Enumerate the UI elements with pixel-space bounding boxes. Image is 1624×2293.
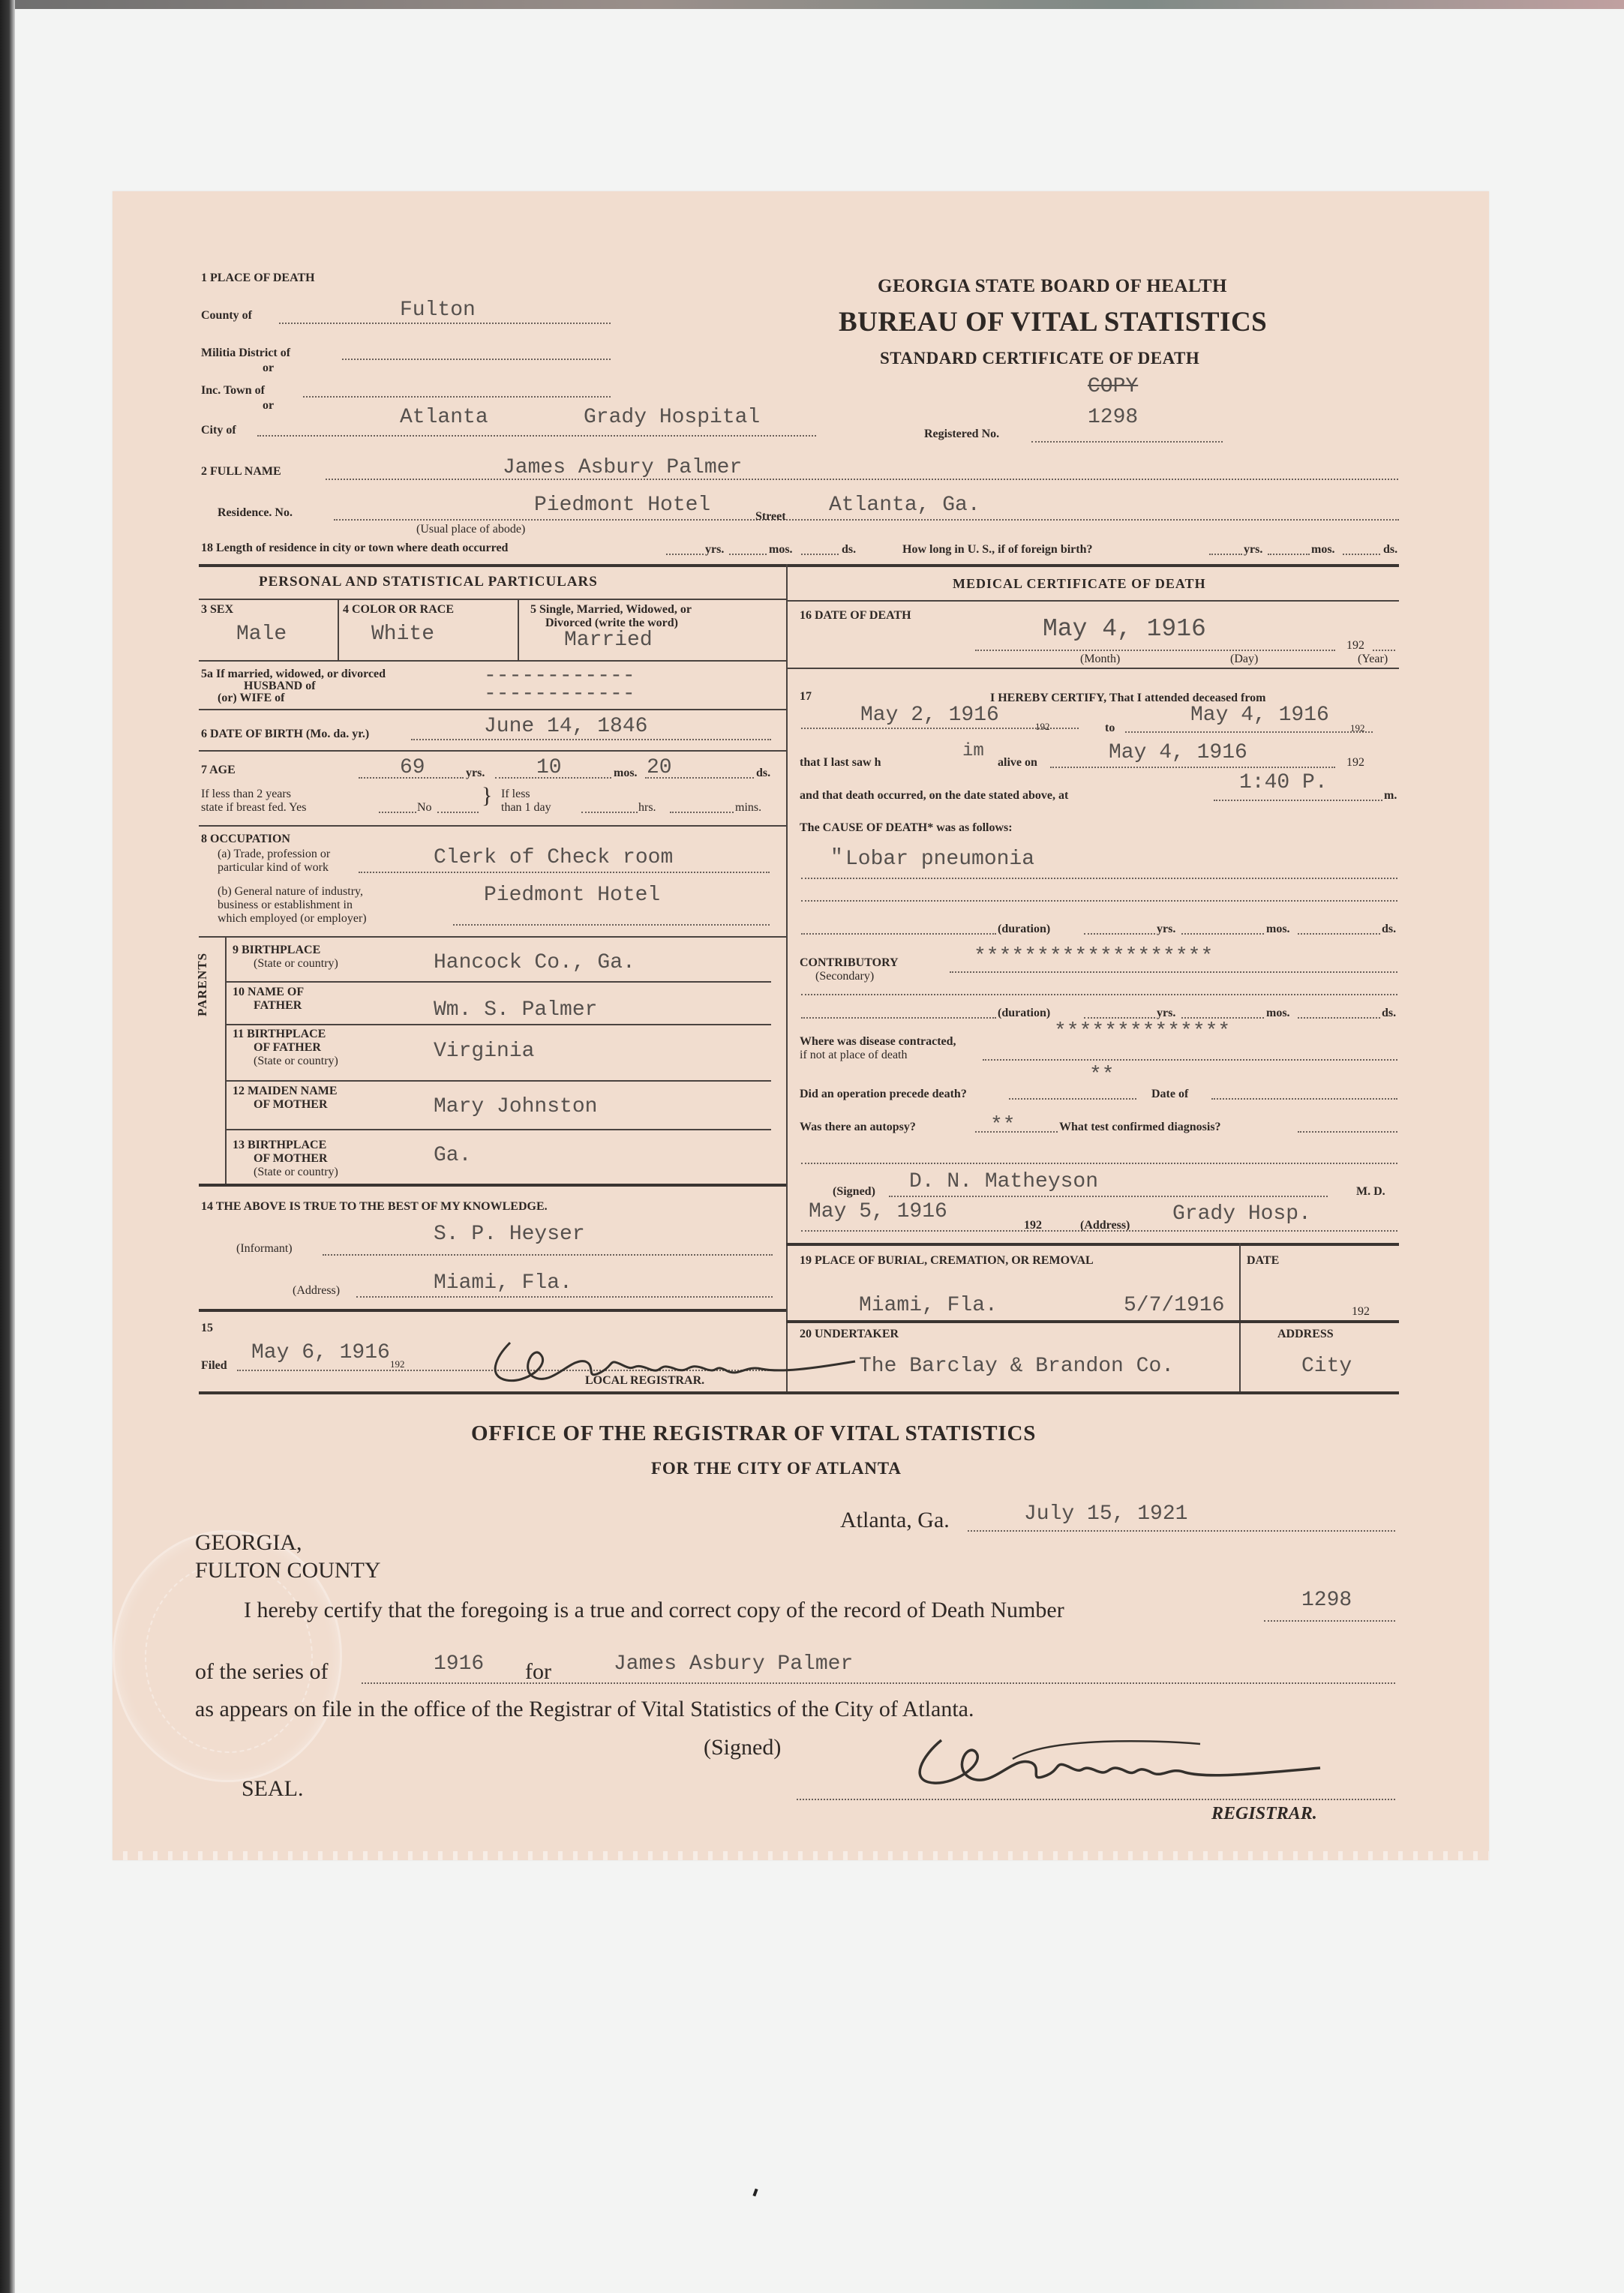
mother-birthplace-label: 13 BIRTHPLACE <box>233 1139 327 1151</box>
signed-date: May 5, 1916 <box>809 1200 947 1223</box>
spouse-label-3: (or) WIFE of <box>218 692 285 704</box>
city-value: Atlanta <box>400 406 488 429</box>
spouse-value-1: ------------ <box>484 665 635 688</box>
county-value: Fulton <box>400 299 476 322</box>
foreign-birth-label: How long in U. S., if of foreign birth? <box>902 543 1093 556</box>
color-value: White <box>371 623 435 646</box>
age-label: 7 AGE <box>201 764 236 776</box>
certify-statement: I HEREBY CERTIFY, That I attended deceased from <box>990 692 1266 704</box>
copy-stamp: COPY <box>1088 375 1139 398</box>
registrar-signature <box>900 1729 1365 1800</box>
bureau-title: BUREAU OF VITAL STATISTICS <box>839 307 1268 338</box>
county-label: County of <box>201 309 253 322</box>
personal-heading: PERSONAL AND STATISTICAL PARTICULARS <box>259 574 598 590</box>
time-of-death: 1:40 P. <box>1239 771 1328 794</box>
board-title: GEORGIA STATE BOARD OF HEALTH <box>878 276 1227 296</box>
contributory-value: ******************* <box>974 945 1214 968</box>
seal-label: SEAL. <box>242 1776 304 1801</box>
where-contracted-label: Where was disease contracted, <box>800 1035 956 1048</box>
spouse-value-2: ------------ <box>484 683 635 706</box>
true-statement: 14 THE ABOVE IS TRUE TO THE BEST OF MY KNOWLEDGE. <box>201 1200 548 1213</box>
burial-place-value: Miami, Fla. <box>859 1294 998 1317</box>
physician-value: D. N. Matheyson <box>909 1170 1099 1193</box>
age-months: 10 <box>536 756 562 779</box>
filed-label: Filed <box>201 1359 227 1372</box>
marital-label-2: Divorced (write the word) <box>545 617 678 629</box>
father-name-value: Wm. S. Palmer <box>434 998 598 1022</box>
county-heading: FULTON COUNTY <box>195 1558 381 1583</box>
color-label: 4 COLOR OR RACE <box>343 603 455 616</box>
spouse-label-1: 5a If married, widowed, or divorced <box>201 668 386 680</box>
undertaker-address-label: ADDRESS <box>1277 1328 1334 1340</box>
marital-label-1: 5 Single, Married, Widowed, or <box>530 603 692 616</box>
burial-date-value: 5/7/1916 <box>1124 1294 1225 1317</box>
signed-label: (Signed) <box>833 1185 875 1198</box>
town-label: Inc. Town of <box>201 384 265 397</box>
abode-note: (Usual place of abode) <box>416 523 526 536</box>
dod-label: 16 DATE OF DEATH <box>800 609 911 622</box>
full-name-value: James Asbury Palmer <box>503 456 743 479</box>
institution-value: Grady Hospital <box>584 406 761 429</box>
physician-address: Grady Hosp. <box>1172 1202 1311 1226</box>
age-years: 69 <box>400 756 425 779</box>
spouse-label-2: HUSBAND of <box>244 680 316 692</box>
operation-value: ** <box>1089 1064 1115 1087</box>
dob-value: June 14, 1846 <box>484 715 648 738</box>
contributory-label: CONTRIBUTORY <box>800 956 899 969</box>
scan-border-top <box>0 0 1624 9</box>
informant-value: S. P. Heyser <box>434 1223 585 1246</box>
registered-number: 1298 <box>1088 406 1139 429</box>
for-label: for <box>525 1659 551 1684</box>
signed-text: (Signed) <box>704 1735 782 1760</box>
residence-no: Piedmont Hotel <box>534 494 711 517</box>
where-contracted-value: ************** <box>1054 1020 1231 1043</box>
sex-label: 3 SEX <box>201 603 234 616</box>
autopsy-value: ** <box>990 1114 1016 1137</box>
certification-date: July 15, 1921 <box>1024 1502 1188 1526</box>
death-number: 1298 <box>1301 1589 1352 1612</box>
industry-value: Piedmont Hotel <box>484 884 661 907</box>
burial-date-label: DATE <box>1247 1254 1280 1267</box>
series-value: 1916 <box>434 1652 485 1676</box>
autopsy-label: Was there an autopsy? <box>800 1121 916 1133</box>
last-seen-alive: May 4, 1916 <box>1109 741 1247 764</box>
registrar-office-heading: OFFICE OF THE REGISTRAR OF VITAL STATISTICS <box>471 1421 1037 1445</box>
father-name-label: 10 NAME OF <box>233 986 305 998</box>
registered-label: Registered No. <box>924 428 1000 440</box>
undertaker-address-value: City <box>1301 1355 1352 1378</box>
burial-label: 19 PLACE OF BURIAL, CREMATION, OR REMOVAL <box>800 1254 1094 1267</box>
informant-address-value: Miami, Fla. <box>434 1271 572 1295</box>
paper-torn-edge <box>113 1851 1489 1860</box>
parents-label: PARENTS <box>195 952 209 1016</box>
father-birthplace-label: 11 BIRTHPLACE <box>233 1028 326 1040</box>
militia-label: Militia District of <box>201 347 291 359</box>
occupation-value: Clerk of Check room <box>434 846 674 869</box>
medical-heading: MEDICAL CERTIFICATE OF DEATH <box>953 576 1206 591</box>
length-of-residence-label: 18 Length of residence in city or town where death occurred <box>201 542 509 554</box>
undertaker-label: 20 UNDERTAKER <box>800 1328 899 1340</box>
appears-text: as appears on file in the office of the Registrar of Vital Statistics of the City of Atlanta. <box>195 1697 974 1721</box>
local-registrar-label: LOCAL REGISTRAR. <box>585 1374 705 1387</box>
certify-text: I hereby certify that the foregoing is a true and correct copy of the record of Death Number <box>244 1598 1064 1622</box>
occupation-label: 8 OCCUPATION <box>201 833 290 845</box>
birthplace-value: Hancock Co., Ga. <box>434 951 635 974</box>
informant-label: (Informant) <box>236 1242 293 1255</box>
sex-value: Male <box>236 623 287 646</box>
dob-label: 6 DATE OF BIRTH (Mo. da. yr.) <box>201 728 370 740</box>
operation-label: Did an operation precede death? <box>800 1088 967 1100</box>
city-label: City of <box>201 424 236 437</box>
series-label: of the series of <box>195 1659 329 1684</box>
age-days: 20 <box>647 756 672 779</box>
cause-value: Lobar pneumonia <box>845 848 1035 871</box>
mother-birthplace-value: Ga. <box>434 1144 472 1167</box>
cause-label: The CAUSE OF DEATH* was as follows: <box>800 821 1013 834</box>
certification-place: Atlanta, Ga. <box>840 1508 950 1532</box>
residence-label: Residence. No. <box>218 506 293 519</box>
attended-from: May 2, 1916 <box>860 704 999 727</box>
certificate-title: STANDARD CERTIFICATE OF DEATH <box>880 349 1200 368</box>
certified-name: James Asbury Palmer <box>614 1652 854 1676</box>
birthplace-label: 9 BIRTHPLACE <box>233 944 321 956</box>
registrar-label: REGISTRAR. <box>1211 1804 1317 1823</box>
filed-value: May 6, 1916 <box>251 1341 390 1364</box>
scan-speck <box>752 2189 758 2197</box>
attended-to: May 4, 1916 <box>1190 704 1329 727</box>
mother-name-value: Mary Johnston <box>434 1095 598 1118</box>
undertaker-value: The Barclay & Brandon Co. <box>859 1355 1175 1378</box>
place-of-death-heading: 1 PLACE OF DEATH <box>201 272 315 284</box>
residence-street: Atlanta, Ga. <box>829 494 980 517</box>
father-birthplace-value: Virginia <box>434 1040 535 1063</box>
informant-address-label: (Address) <box>293 1284 341 1297</box>
mother-name-label: 12 MAIDEN NAME <box>233 1085 338 1097</box>
full-name-label: 2 FULL NAME <box>201 465 281 478</box>
state-label: GEORGIA, <box>195 1530 302 1555</box>
registrar-city-heading: FOR THE CITY OF ATLANTA <box>651 1459 902 1478</box>
dod-value: May 4, 1916 <box>1043 615 1206 643</box>
scan-border-left <box>0 0 15 2293</box>
marital-value: Married <box>564 629 653 652</box>
street-label: Street <box>755 510 786 523</box>
